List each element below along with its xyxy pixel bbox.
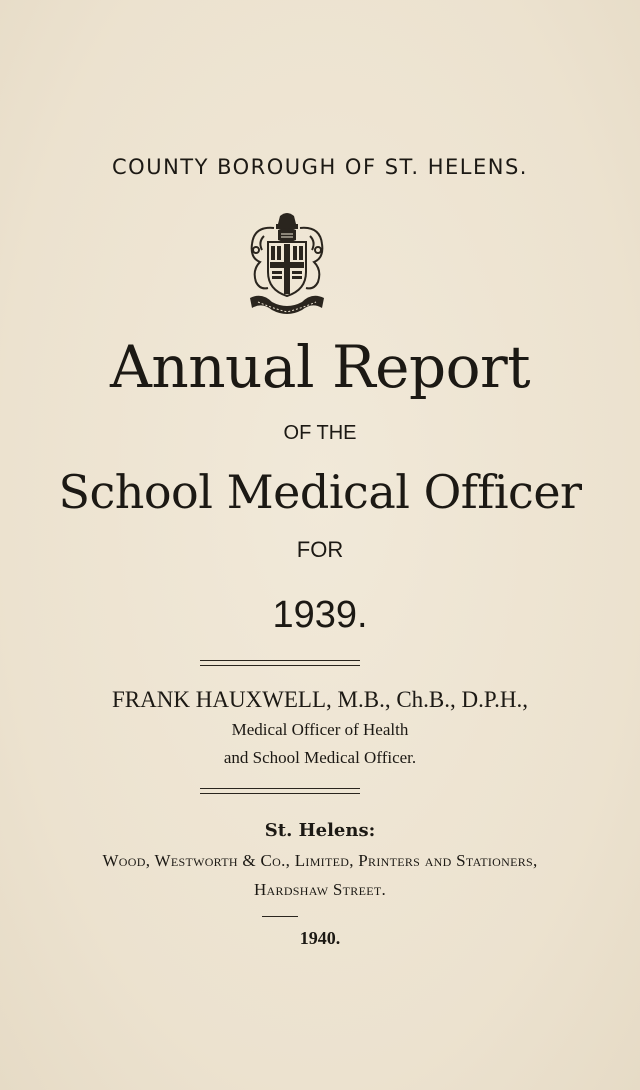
crest	[276, 213, 298, 229]
double-rule-divider	[200, 788, 360, 794]
author-role-line1: Medical Officer of Health	[231, 720, 409, 739]
imprint-street: Hardshaw Street.	[253, 880, 387, 899]
double-rule-divider	[200, 660, 360, 666]
report-year: 1939.	[272, 594, 368, 636]
imprint-place: St. Helens:	[264, 820, 376, 841]
motto-scroll	[250, 296, 324, 314]
author-name: FRANK HAUXWELL, M.B., Ch.B., D.P.H.,	[112, 687, 528, 712]
title-connector-of-the: OF THE	[283, 422, 357, 444]
helmet	[278, 228, 296, 242]
coat-of-arms-icon	[242, 210, 332, 320]
report-subject: School Medical Officer	[58, 465, 582, 519]
publication-year: 1940.	[299, 928, 341, 948]
author-role-line2: and School Medical Officer.	[223, 748, 417, 767]
county-borough-heading: COUNTY BOROUGH OF ST. HELENS.	[112, 155, 528, 179]
title-connector-for: FOR	[296, 537, 344, 562]
short-rule-divider	[262, 916, 298, 917]
report-title: Annual Report	[109, 333, 531, 401]
imprint-printer: Wood, Westworth & Co., Limited, Printers and Stationers,	[102, 851, 538, 870]
